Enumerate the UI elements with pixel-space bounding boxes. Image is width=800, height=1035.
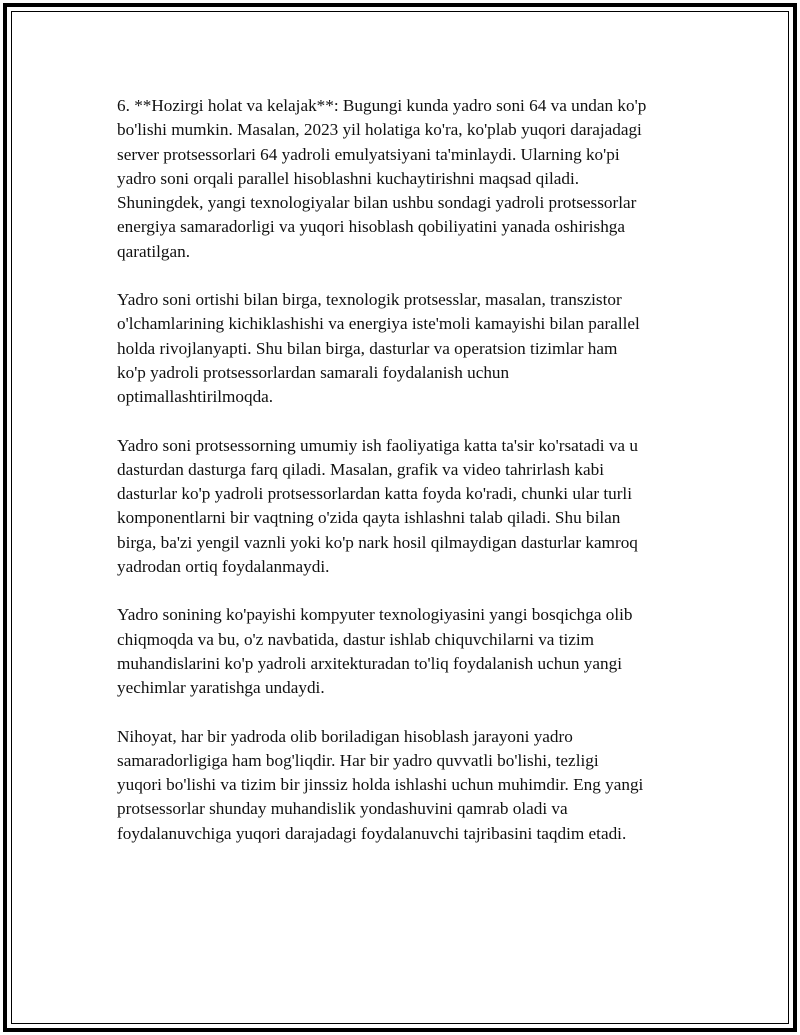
text-line: 6. **Hozirgi holat va kelajak**: Bugungi kunda yadro soni 64 va undan ko'p [117,96,647,115]
text-line: muhandislarini ko'p yadroli arxitekturadan to'liq foydalanish uchun yangi [117,653,622,673]
text-line: yuqori bo'lishi va tizim bir jinssiz holda ishlashi uchun muhimdir. Eng yangi [117,775,644,795]
text-line: o'lchamlarining kichiklashishi va energiya iste'moli kamayishi bilan parallel [117,314,640,334]
paragraph-current-state-and-future [117,94,697,264]
text-line: Yadro soni ortishi bilan birga, texnologik protsesslar, masalan, transzistor [117,290,622,310]
text-line: Shuningdek, yangi texnologiyalar bilan ushbu sondagi yadroli protsessorlar [117,193,637,213]
text-line: ko'p yadroli protsessorlardan samarali foydalanish uchun [117,362,510,382]
text-line: protsessorlar shunday muhandislik yondashuvini qamrab oladi va [117,799,568,819]
paragraph-performance-impact [117,434,697,580]
text-line: Yadro sonining ko'payishi kompyuter texnologiyasini yangi bosqichga olib [117,605,633,625]
text-line: komponentlarni bir vaqtning o'zida qayta ishlashni talab qiladi. Shu bilan [117,508,621,528]
text-line: Yadro soni protsessorning umumiy ish faoliyatiga katta ta'sir ko'rsatadi va u [117,435,638,455]
text-line: bo'lishi mumkin. Masalan, 2023 yil holatiga ko'ra, ko'plab yuqori darajadagi [117,120,642,140]
text-line: yadrodan ortiq foydalanmaydi. [117,557,330,577]
text-line: yechimlar yaratishga undaydi. [117,678,325,698]
document-body [117,94,697,870]
text-line: Nihoyat, har bir yadroda olib boriladigan hisoblash jarayoni yadro [117,726,573,746]
text-line: chiqmoqda va bu, o'z navbatida, dastur ishlab chiquvchilarni va tizim [117,629,595,649]
text-line: optimallashtirilmoqda. [117,387,274,407]
paragraph-new-stage [117,603,697,700]
text-line: holda rivojlanyapti. Shu bilan birga, dasturlar va operatsion tizimlar ham [117,338,618,358]
text-line: energiya samaradorligi va yuqori hisoblash qobiliyatini yanada oshirishga [117,217,626,237]
text-line: samaradorligiga ham bog'liqdir. Har bir yadro quvvatli bo'lishi, tezligi [117,750,599,770]
text-line: yadro soni orqali parallel hisoblashni kuchaytirishni maqsad qiladi. [117,168,580,188]
text-line: qaratilgan. [117,241,191,261]
text-line: foydalanuvchiga yuqori darajadagi foydalanuvchi tajribasini taqdim etadi. [117,823,627,843]
paragraph-conclusion [117,725,697,846]
text-line: birga, ba'zi yengil vaznli yoki ko'p nark hosil qilmaydigan dasturlar kamroq [117,532,638,552]
text-line: dasturdan dasturga farq qiladi. Masalan, grafik va video tahrirlash kabi [117,459,604,479]
text-line: server protsessorlari 64 yadroli emulyatsiyani ta'minlaydi. Ularning ko'pi [117,144,620,164]
paragraph-process-technology [117,288,697,409]
text-line: dasturlar ko'p yadroli protsessorlardan katta foyda ko'radi, chunki ular turli [117,484,632,504]
